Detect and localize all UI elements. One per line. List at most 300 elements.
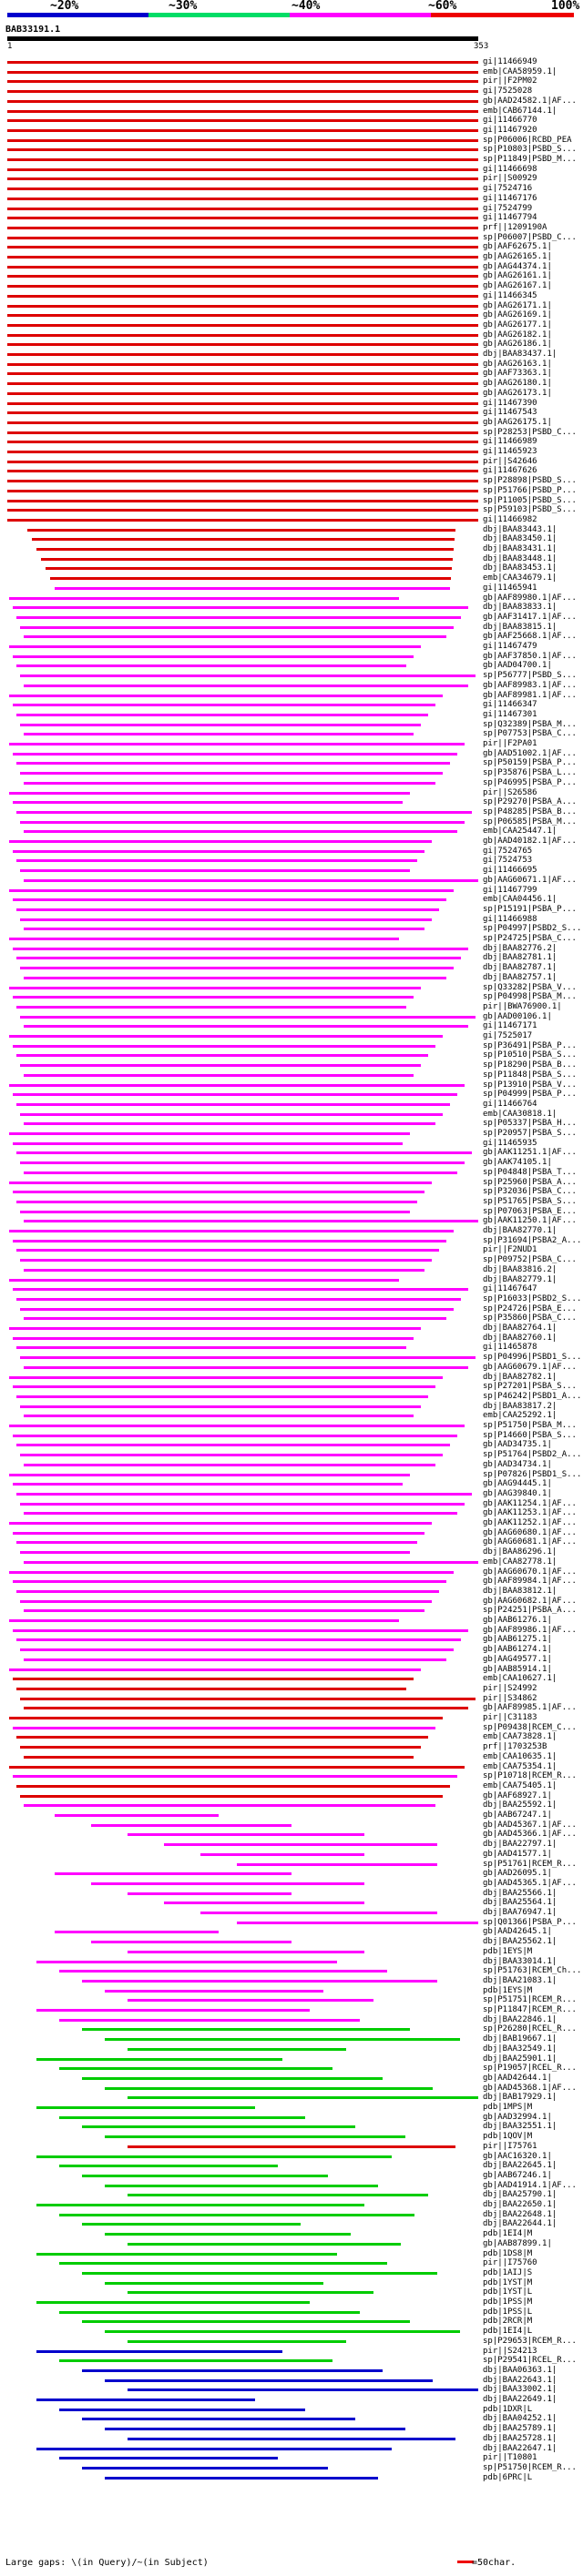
alignment-bar[interactable] (24, 782, 435, 785)
alignment-bar[interactable] (20, 967, 454, 969)
hit-label[interactable]: gb|AAF37850.1|AF... (483, 651, 577, 661)
hit-label[interactable]: gb|AAB67247.1| (483, 1810, 552, 1820)
alignment-bar[interactable] (105, 2038, 460, 2041)
hit-label[interactable]: pdb|1EI4|L (483, 2327, 533, 2337)
alignment-bar[interactable] (9, 1132, 410, 1135)
alignment-bar[interactable] (7, 451, 478, 453)
hit-label[interactable]: dbj|BAA82764.1| (483, 1323, 557, 1333)
alignment-bar[interactable] (20, 1259, 432, 1262)
hit-label[interactable]: gb|AAK11253.1|AF... (483, 1508, 577, 1518)
hit-label[interactable]: emb|CAA25447.1| (483, 827, 557, 837)
hit-label[interactable]: pir||S34862 (483, 1693, 537, 1703)
hit-label[interactable]: dbj|BAA22647.1| (483, 2443, 557, 2453)
hit-label[interactable]: sp|P06006|RCBD_PEA (483, 135, 572, 145)
hit-label[interactable]: sp|P24725|PSBA_C... (483, 934, 577, 943)
alignment-bar[interactable] (7, 461, 478, 463)
alignment-bar[interactable] (16, 1638, 461, 1641)
hit-label[interactable]: emb|CAA04456.1| (483, 895, 557, 905)
alignment-bar[interactable] (7, 480, 478, 482)
hit-label[interactable]: sp|P04848|PSBA_T... (483, 1167, 577, 1177)
alignment-bar[interactable] (7, 431, 478, 434)
alignment-bar[interactable] (13, 606, 468, 609)
alignment-bar[interactable] (24, 1756, 414, 1759)
alignment-bar[interactable] (36, 548, 454, 551)
alignment-bar[interactable] (16, 1249, 439, 1252)
hit-label[interactable]: gb|AAB85914.1| (483, 1664, 552, 1674)
hit-label[interactable]: sp|P36491|PSBA_P... (483, 1040, 577, 1050)
alignment-bar[interactable] (24, 1366, 468, 1369)
hit-label[interactable]: dbj|BAA83833.1| (483, 603, 557, 613)
hit-label[interactable]: gb|AAG49577.1| (483, 1654, 552, 1664)
alignment-bar[interactable] (7, 256, 478, 259)
alignment-bar[interactable] (7, 441, 478, 443)
hit-label[interactable]: gb|AAD45365.1|AF... (483, 1878, 577, 1888)
alignment-bar[interactable] (13, 1385, 435, 1388)
hit-label[interactable]: dbj|BAA06363.1| (483, 2365, 557, 2375)
hit-label[interactable]: gb|AAF62675.1| (483, 242, 552, 252)
alignment-bar[interactable] (36, 2253, 337, 2256)
hit-label[interactable]: sp|P51766|PSBD_P... (483, 485, 577, 495)
alignment-bar[interactable] (13, 996, 414, 999)
alignment-bar[interactable] (9, 695, 443, 697)
hit-label[interactable]: gb|AAG60682.1|AF... (483, 1596, 577, 1606)
hit-label[interactable]: dbj|BAA04252.1| (483, 2414, 557, 2424)
alignment-bar[interactable] (27, 529, 455, 532)
alignment-bar[interactable] (16, 1006, 406, 1009)
alignment-bar[interactable] (13, 1580, 446, 1583)
hit-label[interactable]: sp|P07826|PSBD1_S... (483, 1469, 581, 1479)
alignment-bar[interactable] (16, 908, 439, 911)
alignment-bar[interactable] (59, 2116, 305, 2119)
hit-label[interactable]: dbj|BAA82782.1| (483, 1372, 557, 1382)
hit-label[interactable]: sp|P10510|PSBA_S... (483, 1050, 577, 1060)
alignment-bar[interactable] (13, 704, 435, 706)
alignment-bar[interactable] (200, 1853, 364, 1856)
alignment-bar[interactable] (105, 2330, 460, 2333)
hit-label[interactable]: dbj|BAA25789.1| (483, 2424, 557, 2434)
alignment-bar[interactable] (82, 2223, 301, 2226)
alignment-bar[interactable] (13, 1142, 403, 1145)
hit-label[interactable]: gi|11467626 (483, 466, 537, 476)
hit-label[interactable]: gb|AAG94445.1| (483, 1479, 552, 1489)
hit-label[interactable]: gb|AAF89985.1|AF... (483, 1703, 577, 1713)
alignment-bar[interactable] (16, 664, 406, 667)
alignment-bar[interactable] (82, 2418, 355, 2420)
alignment-bar[interactable] (16, 1151, 472, 1154)
alignment-bar[interactable] (20, 1795, 443, 1798)
hit-label[interactable]: sp|P04996|PSBD1_S... (483, 1353, 581, 1363)
hit-label[interactable]: gb|AAG26163.1| (483, 359, 552, 369)
hit-label[interactable]: gi|11465923 (483, 447, 537, 456)
hit-label[interactable]: sp|P05337|PSBA_H... (483, 1119, 577, 1129)
alignment-bar[interactable] (7, 343, 478, 346)
alignment-bar[interactable] (105, 1990, 323, 1993)
alignment-bar[interactable] (9, 743, 465, 745)
alignment-bar[interactable] (59, 2019, 360, 2022)
hit-label[interactable]: gi|11467647 (483, 1284, 537, 1294)
alignment-bar[interactable] (16, 1395, 428, 1398)
alignment-bar[interactable] (9, 1279, 399, 1282)
hit-label[interactable]: gi|7524753 (483, 856, 533, 866)
hit-label[interactable]: pdb|1YST|L (483, 2287, 533, 2297)
hit-label[interactable]: gb|AAG26161.1| (483, 271, 552, 281)
alignment-bar[interactable] (105, 2379, 433, 2382)
hit-label[interactable]: gb|AAG26186.1| (483, 340, 552, 350)
alignment-bar[interactable] (36, 2058, 282, 2061)
alignment-bar[interactable] (7, 314, 478, 317)
hit-label[interactable]: sp|P50159|PSBA_P... (483, 758, 577, 768)
hit-label[interactable]: dbj|BAA83450.1| (483, 534, 557, 544)
hit-label[interactable]: dbj|BAA76947.1| (483, 1908, 557, 1917)
hit-label[interactable]: pir||S24213 (483, 2346, 537, 2356)
alignment-bar[interactable] (59, 2311, 360, 2314)
hit-label[interactable]: dbj|BAA82787.1| (483, 963, 557, 973)
alignment-bar[interactable] (36, 2204, 364, 2206)
hit-label[interactable]: gi|11467301 (483, 709, 537, 719)
alignment-bar[interactable] (16, 1541, 417, 1544)
alignment-bar[interactable] (24, 635, 446, 638)
alignment-bar[interactable] (55, 1872, 292, 1875)
alignment-bar[interactable] (16, 1493, 472, 1496)
hit-label[interactable]: sp|P24251|PSBA_A... (483, 1606, 577, 1616)
alignment-bar[interactable] (36, 2106, 255, 2109)
alignment-bar[interactable] (20, 1308, 454, 1311)
hit-label[interactable]: gi|11466982 (483, 514, 537, 524)
alignment-bar[interactable] (82, 2077, 383, 2080)
hit-label[interactable]: sp|P51761|RCEM_R... (483, 1859, 577, 1869)
hit-label[interactable]: sp|Q01366|PSBA_P... (483, 1917, 577, 1927)
alignment-bar[interactable] (16, 1103, 450, 1106)
hit-label[interactable]: gb|AAD40182.1|AF... (483, 837, 577, 846)
alignment-bar[interactable] (128, 1951, 364, 1953)
alignment-bar[interactable] (7, 509, 478, 512)
alignment-bar[interactable] (59, 2359, 332, 2362)
alignment-bar[interactable] (105, 2477, 378, 2480)
hit-label[interactable]: dbj|BAA25728.1| (483, 2433, 557, 2443)
hit-label[interactable]: gb|AAC16320.1| (483, 2151, 552, 2161)
alignment-bar[interactable] (7, 71, 478, 74)
alignment-bar[interactable] (7, 100, 478, 103)
hit-label[interactable]: dbj|BAB19667.1| (483, 2034, 557, 2044)
hit-label[interactable]: sp|P29270|PSBA_A... (483, 797, 577, 807)
alignment-bar[interactable] (24, 1025, 468, 1028)
alignment-bar[interactable] (24, 1074, 414, 1077)
hit-label[interactable]: sp|P11849|PSBD_M... (483, 155, 577, 164)
alignment-bar[interactable] (13, 1093, 457, 1096)
hit-label[interactable]: dbj|BAA83443.1| (483, 524, 557, 534)
hit-label[interactable]: dbj|BAA82770.1| (483, 1226, 557, 1235)
alignment-bar[interactable] (7, 90, 478, 93)
hit-label[interactable]: gi|7525017 (483, 1031, 533, 1040)
alignment-bar[interactable] (13, 1727, 435, 1729)
alignment-bar[interactable] (16, 1590, 439, 1593)
alignment-bar[interactable] (128, 1833, 364, 1836)
alignment-bar[interactable] (24, 1269, 424, 1272)
alignment-bar[interactable] (24, 1707, 468, 1709)
hit-label[interactable]: pir||S42646 (483, 456, 537, 466)
hit-label[interactable]: pir||BWA76900.1| (483, 1001, 562, 1011)
alignment-bar[interactable] (24, 1415, 414, 1417)
alignment-bar[interactable] (237, 1922, 478, 1924)
hit-label[interactable]: pir||S00929 (483, 174, 537, 184)
alignment-bar[interactable] (91, 1882, 364, 1885)
alignment-bar[interactable] (20, 1648, 454, 1651)
alignment-bar[interactable] (7, 519, 478, 522)
hit-label[interactable]: sp|P06585|PSBA_M... (483, 816, 577, 827)
alignment-bar[interactable] (13, 1435, 457, 1437)
hit-label[interactable]: gb|AAB67246.1| (483, 2170, 552, 2180)
alignment-bar[interactable] (164, 1902, 364, 1904)
alignment-bar[interactable] (36, 2301, 310, 2304)
hit-label[interactable]: gb|AAD42645.1| (483, 1927, 552, 1937)
hit-label[interactable]: sp|P11847|RCEM_R... (483, 2005, 577, 2014)
alignment-bar[interactable] (7, 490, 478, 492)
alignment-bar[interactable] (9, 1766, 465, 1769)
hit-label[interactable]: pir||S26586 (483, 787, 537, 797)
alignment-bar[interactable] (9, 597, 399, 600)
alignment-bar[interactable] (7, 198, 478, 200)
alignment-bar[interactable] (20, 1356, 476, 1359)
alignment-bar[interactable] (20, 869, 410, 872)
alignment-bar[interactable] (128, 2243, 401, 2246)
alignment-bar[interactable] (59, 2165, 278, 2167)
hit-label[interactable]: gb|AAG60681.1|AF... (483, 1537, 577, 1547)
hit-label[interactable]: gb|AAK11252.1|AF... (483, 1518, 577, 1527)
alignment-bar[interactable] (13, 1629, 468, 1632)
alignment-bar[interactable] (7, 392, 478, 395)
hit-label[interactable]: sp|P04997|PSBD2_S... (483, 924, 581, 934)
hit-label[interactable]: gb|AAB87899.1| (483, 2238, 552, 2248)
alignment-bar[interactable] (9, 1668, 421, 1671)
alignment-bar[interactable] (128, 2096, 478, 2099)
hit-label[interactable]: emb|CAA82778.1| (483, 1557, 557, 1567)
hit-label[interactable]: sp|P48285|PSBA_B... (483, 806, 577, 816)
hit-label[interactable]: dbj|BAA82760.1| (483, 1333, 557, 1343)
alignment-bar[interactable] (24, 1464, 435, 1466)
hit-label[interactable]: gi|11467176 (483, 193, 537, 203)
alignment-bar[interactable] (16, 616, 461, 619)
hit-label[interactable]: gb|AAG26177.1| (483, 319, 552, 330)
hit-label[interactable]: pir||F2PM02 (483, 76, 537, 86)
alignment-bar[interactable] (13, 655, 414, 658)
alignment-bar[interactable] (128, 1892, 292, 1895)
hit-label[interactable]: dbj|BAA83815.1| (483, 622, 557, 632)
hit-label[interactable]: pdb|1YST|M (483, 2277, 533, 2287)
alignment-bar[interactable] (9, 1182, 432, 1184)
hit-label[interactable]: sp|P27201|PSBA_S... (483, 1382, 577, 1392)
hit-label[interactable]: sp|P13910|PSBA_V... (483, 1080, 577, 1090)
hit-label[interactable]: pdb|1PSS|L (483, 2307, 533, 2317)
hit-label[interactable]: gi|11466695 (483, 866, 537, 876)
alignment-bar[interactable] (24, 1609, 424, 1612)
alignment-bar[interactable] (16, 1444, 450, 1446)
alignment-bar[interactable] (20, 674, 476, 677)
hit-label[interactable]: sp|P16033|PSBD2_S... (483, 1293, 581, 1303)
alignment-bar[interactable] (7, 237, 478, 239)
alignment-bar[interactable] (128, 2145, 455, 2148)
hit-label[interactable]: emb|CAA58959.1| (483, 66, 557, 76)
hit-label[interactable]: dbj|BAA22648.1| (483, 2209, 557, 2219)
hit-label[interactable]: sp|P26280|RCEL_R... (483, 2024, 577, 2034)
alignment-bar[interactable] (128, 2194, 428, 2196)
alignment-bar[interactable] (7, 119, 478, 122)
hit-label[interactable]: dbj|BAA82781.1| (483, 953, 557, 963)
hit-label[interactable]: gi|11465941 (483, 583, 537, 593)
hit-label[interactable]: sp|P56777|PSBD_S... (483, 671, 577, 681)
hit-label[interactable]: pdb|1PSS|M (483, 2297, 533, 2307)
hit-label[interactable]: gb|AAG60679.1|AF... (483, 1362, 577, 1372)
hit-label[interactable]: sp|P29653|RCEM_R... (483, 2336, 577, 2346)
alignment-bar[interactable] (7, 148, 478, 151)
hit-label[interactable]: gb|AAG26169.1| (483, 310, 552, 320)
alignment-bar[interactable] (24, 685, 468, 687)
alignment-bar[interactable] (128, 2340, 346, 2343)
hit-label[interactable]: dbj|BAA22797.1| (483, 1840, 557, 1850)
hit-label[interactable]: gb|AAF89984.1|AF... (483, 1577, 577, 1587)
alignment-bar[interactable] (24, 1220, 478, 1222)
hit-label[interactable]: dbj|BAA86296.1| (483, 1547, 557, 1557)
hit-label[interactable]: dbj|BAA22645.1| (483, 2161, 557, 2171)
alignment-bar[interactable] (200, 1912, 437, 1914)
alignment-bar[interactable] (20, 626, 454, 629)
alignment-bar[interactable] (7, 266, 478, 269)
alignment-bar[interactable] (9, 1327, 421, 1330)
hit-label[interactable]: emb|CAA25292.1| (483, 1411, 557, 1421)
hit-label[interactable]: dbj|BAA25564.1| (483, 1898, 557, 1908)
hit-label[interactable]: pir||I75761 (483, 2141, 537, 2151)
hit-label[interactable]: pir||S24992 (483, 1683, 537, 1693)
alignment-bar[interactable] (20, 821, 465, 824)
alignment-bar[interactable] (20, 918, 432, 921)
hit-label[interactable]: sp|P14660|PSBA_S... (483, 1430, 577, 1440)
hit-label[interactable]: prf||1703253B (483, 1742, 547, 1752)
hit-label[interactable]: prf||1209190A (483, 222, 547, 232)
alignment-bar[interactable] (128, 2048, 346, 2051)
alignment-bar[interactable] (24, 1561, 478, 1564)
hit-label[interactable]: sp|P51763|RCEM_Ch... (483, 1966, 581, 1976)
alignment-bar[interactable] (105, 2428, 405, 2430)
alignment-bar[interactable] (36, 2399, 255, 2401)
hit-label[interactable]: sp|P28898|PSBD_S... (483, 476, 577, 486)
hit-label[interactable]: dbj|BAA33014.1| (483, 1956, 557, 1966)
hit-label[interactable]: gi|11467920 (483, 125, 537, 135)
hit-label[interactable]: gb|AAF31417.1|AF... (483, 612, 577, 622)
alignment-bar[interactable] (82, 2272, 437, 2275)
hit-label[interactable]: dbj|BAA83448.1| (483, 553, 557, 563)
alignment-bar[interactable] (55, 587, 450, 590)
hit-label[interactable]: dbj|BAA21083.1| (483, 1975, 557, 1985)
hit-label[interactable]: dbj|BAA25592.1| (483, 1800, 557, 1810)
alignment-bar[interactable] (36, 2448, 392, 2450)
hit-label[interactable]: sp|P51765|PSBA_S... (483, 1196, 577, 1206)
hit-label[interactable]: dbj|BAA25790.1| (483, 2190, 557, 2200)
alignment-bar[interactable] (16, 1785, 450, 1788)
alignment-bar[interactable] (24, 879, 478, 882)
hit-label[interactable]: sp|P25960|PSBA_A... (483, 1177, 577, 1187)
hit-label[interactable]: gi|11466770 (483, 116, 537, 126)
hit-label[interactable]: pdb|1DS8|M (483, 2248, 533, 2258)
hit-label[interactable]: gi|11467794 (483, 213, 537, 223)
alignment-bar[interactable] (164, 1843, 437, 1846)
hit-label[interactable]: sp|P51751|RCEM_R... (483, 1995, 577, 2005)
alignment-bar[interactable] (105, 2185, 378, 2187)
hit-label[interactable]: gb|AAD42644.1| (483, 2073, 552, 2083)
hit-label[interactable]: dbj|BAA82757.1| (483, 972, 557, 982)
hit-label[interactable]: gb|AAB61276.1| (483, 1616, 552, 1625)
hit-label[interactable]: dbj|BAA32549.1| (483, 2044, 557, 2054)
hit-label[interactable]: dbj|BAA22643.1| (483, 2375, 557, 2385)
alignment-bar[interactable] (9, 1619, 399, 1622)
alignment-bar[interactable] (59, 2067, 332, 2070)
hit-label[interactable]: gi|11467799 (483, 885, 537, 895)
alignment-bar[interactable] (128, 1999, 373, 2002)
alignment-bar[interactable] (9, 1522, 432, 1525)
alignment-bar[interactable] (24, 1171, 457, 1174)
alignment-bar[interactable] (128, 2291, 373, 2294)
alignment-bar[interactable] (20, 772, 443, 775)
alignment-bar[interactable] (7, 177, 478, 180)
hit-label[interactable]: dbj|BAA25562.1| (483, 1937, 557, 1947)
alignment-bar[interactable] (9, 938, 399, 940)
hit-label[interactable]: dbj|BAA83816.2| (483, 1264, 557, 1274)
alignment-bar[interactable] (13, 1045, 435, 1048)
alignment-bar[interactable] (9, 1376, 443, 1379)
alignment-bar[interactable] (13, 801, 403, 804)
alignment-bar[interactable] (41, 558, 453, 561)
alignment-bar[interactable] (9, 1717, 443, 1719)
alignment-bar[interactable] (20, 1211, 410, 1213)
hit-label[interactable]: dbj|BAA22650.1| (483, 2200, 557, 2209)
hit-label[interactable]: gb|AAG26182.1| (483, 330, 552, 340)
hit-label[interactable]: sp|P10718|RCEM_R... (483, 1771, 577, 1781)
alignment-bar[interactable] (9, 645, 421, 648)
hit-label[interactable]: gb|AAB61275.1| (483, 1635, 552, 1645)
alignment-bar[interactable] (9, 889, 454, 892)
hit-label[interactable]: gi|11466949 (483, 57, 537, 66)
hit-label[interactable]: gi|11467390 (483, 398, 537, 408)
hit-label[interactable]: gb|AAD34734.1| (483, 1459, 552, 1469)
hit-label[interactable]: gb|AAD45368.1|AF... (483, 2083, 577, 2093)
hit-label[interactable]: sp|P11848|PSBA_S... (483, 1070, 577, 1080)
alignment-bar[interactable] (7, 382, 478, 385)
alignment-bar[interactable] (16, 1054, 428, 1057)
hit-label[interactable]: gb|AAD00106.1| (483, 1011, 552, 1021)
hit-label[interactable]: sp|P46242|PSBD1_A... (483, 1391, 581, 1401)
alignment-bar[interactable] (24, 977, 446, 979)
hit-label[interactable]: sp|P18290|PSBA_B... (483, 1060, 577, 1070)
alignment-bar[interactable] (7, 295, 478, 298)
alignment-bar[interactable] (16, 859, 417, 862)
hit-label[interactable]: gb|AAG26167.1| (483, 281, 552, 291)
alignment-bar[interactable] (9, 1425, 465, 1427)
alignment-bar[interactable] (59, 2457, 278, 2459)
alignment-bar[interactable] (82, 1980, 437, 1983)
alignment-bar[interactable] (7, 334, 478, 337)
hit-label[interactable]: sp|P51750|RCEM_R... (483, 2462, 577, 2472)
hit-label[interactable]: gi|11466989 (483, 437, 537, 447)
alignment-bar[interactable] (91, 1941, 292, 1943)
alignment-bar[interactable] (7, 305, 478, 308)
hit-label[interactable]: gb|AAK11250.1|AF... (483, 1216, 577, 1226)
alignment-bar[interactable] (91, 1824, 292, 1827)
hit-label[interactable]: sp|P59103|PSBD_S... (483, 505, 577, 515)
hit-label[interactable]: sp|P09438|RCEM_C... (483, 1722, 577, 1732)
hit-label[interactable]: sp|P09752|PSBA_C... (483, 1255, 577, 1265)
hit-label[interactable]: pir||I75760 (483, 2258, 537, 2268)
hit-label[interactable]: dbj|BAA22644.1| (483, 2219, 557, 2229)
alignment-bar[interactable] (9, 1230, 454, 1232)
hit-label[interactable]: gb|AAD51002.1|AF... (483, 748, 577, 758)
